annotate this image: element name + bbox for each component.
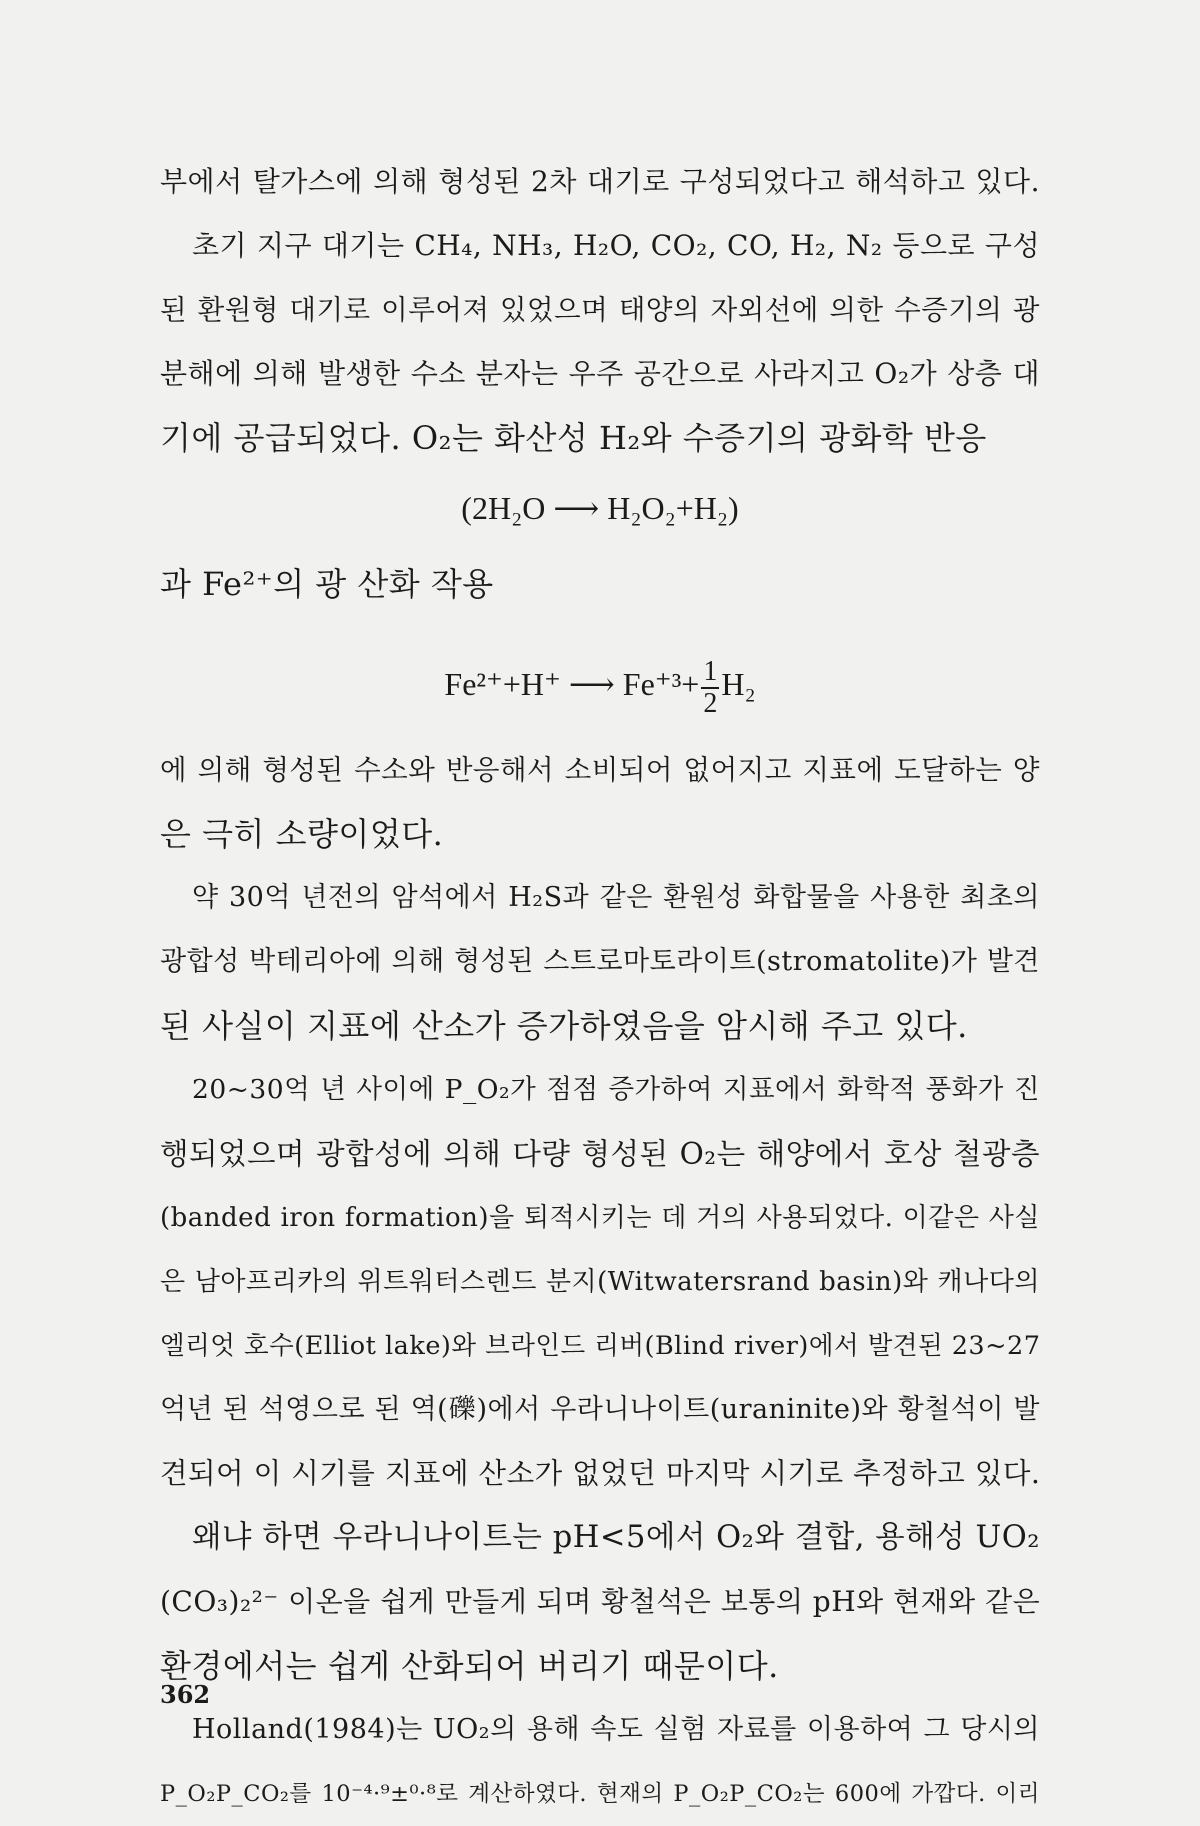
page-number: 362 [160,1680,211,1709]
text-line: Holland(1984)는 UO₂의 용해 속도 실험 자료를 이용하여 그 당시의 [192,1714,1040,1745]
text-line: 초기 지구 대기는 CH₄, NH₃, H₂O, CO₂, CO, H₂, N₂ 등으로 구성 [192,229,1040,262]
text-line: 엘리엇 호수(Elliot lake)와 브라인드 리버(Blind river)에서 발견된 23~27 [160,1331,1041,1361]
equation-photolysis: (2H₂O ⟶ H₂O₂+H₂) [461,490,739,526]
fraction-one-half [701,657,719,719]
equation-right: H₂ [721,666,756,702]
text-line: 광합성 박테리아에 의해 형성된 스트로마토라이트(stromatolite)가 발견 [160,946,1040,977]
page-body [160,150,1040,1826]
text-line: 분해에 의해 발생한 수소 분자는 우주 공간으로 사라지고 O₂가 상층 대 [160,357,1040,390]
text-line: 된 사실이 지표에 산소가 증가하였음을 암시해 주고 있다. [160,1007,968,1045]
text-line: 약 30억 년전의 암석에서 H₂S과 같은 환원성 화합물을 사용한 최초의 [192,882,1040,913]
text-line: (banded iron formation)을 퇴적시키는 데 거의 사용되었다. 이같은 사실 [160,1203,1040,1233]
text-line: 견되어 이 시기를 지표에 산소가 없었던 마지막 시기로 추정하고 있다. [160,1457,1041,1490]
text-line: 은 극히 소량이었다. [160,815,444,853]
text-line: 억년 된 석영으로 된 역(礫)에서 우라니나이트(uraninite)와 황철석이 발 [160,1394,1040,1425]
text-line: 된 환원형 대기로 이루어져 있었으며 태양의 자외선에 의한 수증기의 광 [160,294,1040,326]
fraction-denominator: 2 [703,687,718,719]
text-line: 왜냐 하면 우라니나이트는 pH<5에서 O₂와 결합, 용해성 UO₂ [192,1520,1040,1555]
text-line: 기에 공급되었다. O₂는 화산성 H₂와 수증기의 광화학 반응 [160,419,987,457]
fraction-numerator: 1 [703,655,718,687]
text-line: 에 의해 형성된 수소와 반응해서 소비되어 없어지고 지표에 도달하는 양 [160,754,1040,786]
equation-left: Fe²⁺+H⁺ ⟶ Fe⁺³+ [444,666,700,702]
text-line: (CO₃)₂²⁻ 이온을 쉽게 만들게 되며 황철석은 보통의 pH와 현재와 같은 [160,1585,1041,1618]
text-line: P_O₂P_CO₂를 10⁻⁴·⁹±⁰·⁸로 계산하였다. 현재의 P_O₂P_CO₂는 600에 가깝다. 이리 [160,1781,1040,1807]
text-line: 과 Fe²⁺의 광 산화 작용 [160,565,494,603]
text-line: 20~30억 년 사이에 P_O₂가 점점 증가하여 지표에서 화학적 풍화가 진 [192,1074,1040,1105]
text-line: 은 남아프리카의 위트워터스렌드 분지(Witwatersrand basin)와 캐나다의 [160,1267,1040,1297]
text-line: 환경에서는 쉽게 산화되어 버리기 때문이다. [160,1647,779,1685]
text-line: 행되었으며 광합성에 의해 다량 형성된 O₂는 해양에서 호상 철광층 [160,1137,1040,1171]
equation-iron-oxidation [160,636,1040,732]
text-line: 부에서 탈가스에 의해 형성된 2차 대기로 구성되었다고 해석하고 있다. [160,165,1040,198]
